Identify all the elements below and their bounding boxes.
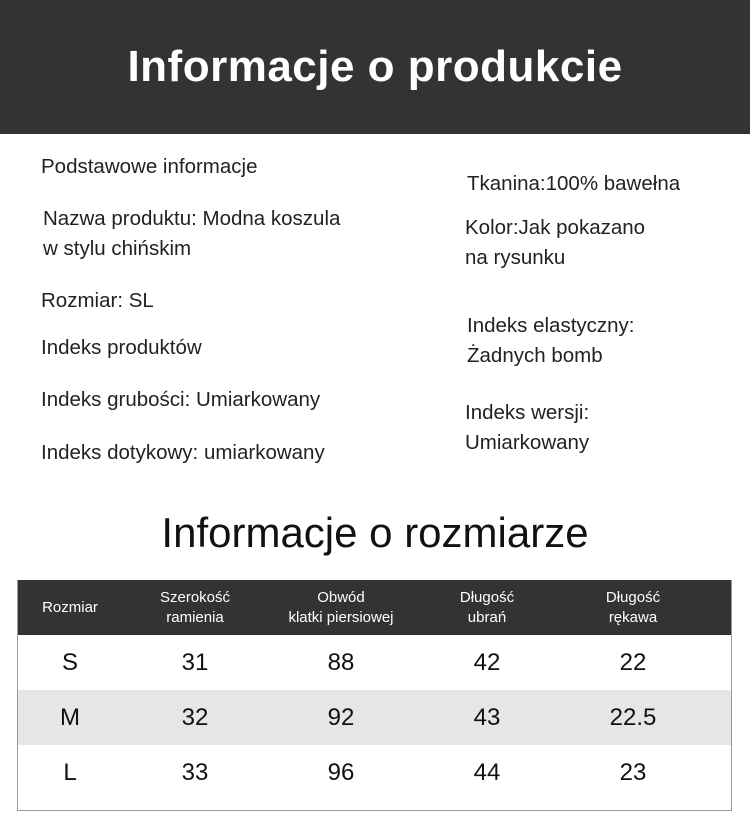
elastic-index-line2: Żadnych bomb <box>467 344 603 367</box>
table-row <box>18 745 731 800</box>
cell-shoulder-width: 33 <box>181 758 209 786</box>
cell-sleeve-length: 22.5 <box>609 703 657 731</box>
color-info-line2: na rysunku <box>465 246 566 269</box>
cell-chest: 92 <box>327 703 355 731</box>
size-section-heading: Informacje o rozmiarze <box>161 509 589 556</box>
cell-size: L <box>63 758 77 786</box>
product-name-line1: Nazwa produktu: Modna koszula <box>43 207 341 230</box>
thickness-index: Indeks grubości: Umiarkowany <box>41 388 321 411</box>
header-length: Długość ubrań <box>459 588 515 626</box>
header-size: Rozmiar <box>42 598 98 616</box>
cell-sleeve-length: 22 <box>619 648 647 676</box>
table-row <box>18 690 731 745</box>
cell-size: S <box>61 648 78 676</box>
cell-shoulder-width: 31 <box>181 648 209 676</box>
top-banner <box>0 0 750 134</box>
header-sleeve-length: Długość rękawa <box>605 588 661 626</box>
cell-chest: 88 <box>327 648 355 676</box>
table-header-row <box>18 580 731 635</box>
fabric-info: Tkanina:100% bawełna <box>467 172 681 195</box>
cell-chest: 96 <box>327 758 355 786</box>
table-row <box>18 635 731 690</box>
elastic-index-line1: Indeks elastyczny: <box>467 314 635 337</box>
version-index-line1: Indeks wersji: <box>465 401 590 424</box>
size-info: Rozmiar: SL <box>41 289 154 312</box>
touch-index: Indeks dotykowy: umiarkowany <box>41 441 325 464</box>
cell-length: 42 <box>473 648 501 676</box>
basic-info-heading: Podstawowe informacje <box>41 155 258 178</box>
header-shoulder-width: Szerokość ramienia <box>159 588 231 626</box>
version-index-line2: Umiarkowany <box>465 431 590 454</box>
cell-length: 44 <box>473 758 501 786</box>
page-title: Informacje o produkcie <box>127 42 623 91</box>
color-info-line1: Kolor:Jak pokazano <box>465 216 646 239</box>
product-name-line2: w stylu chińskim <box>43 237 192 260</box>
cell-shoulder-width: 32 <box>181 703 209 731</box>
product-index: Indeks produktów <box>41 336 202 359</box>
cell-size: M <box>60 703 80 731</box>
cell-sleeve-length: 23 <box>619 758 647 786</box>
size-table <box>17 580 732 811</box>
cell-length: 43 <box>473 703 501 731</box>
header-chest: Obwód klatki piersiowej <box>288 588 394 626</box>
